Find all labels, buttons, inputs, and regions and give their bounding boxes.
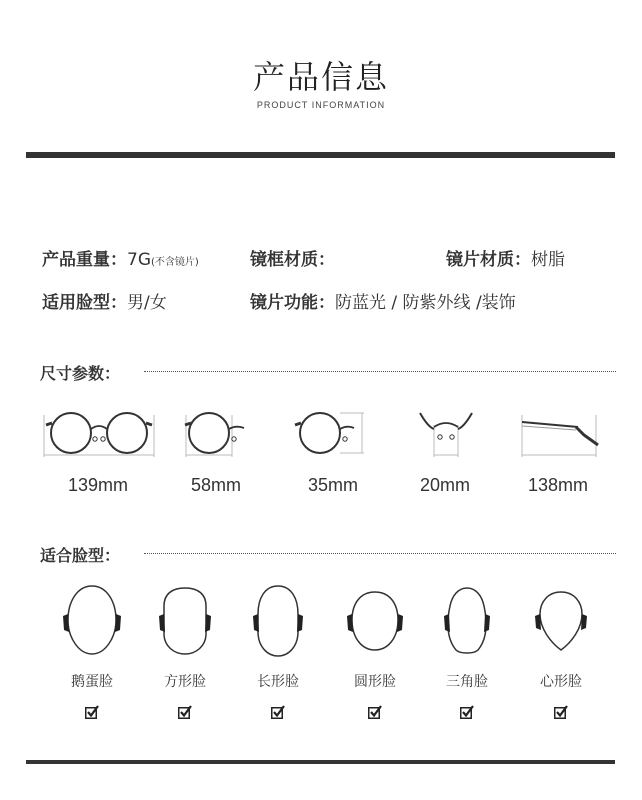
heart-face-icon <box>526 584 596 662</box>
dimensions-heading: 尺寸参数： <box>40 364 121 383</box>
faces-dotted-line <box>144 553 616 554</box>
frame-temple-length-icon <box>518 405 602 461</box>
product-weight-label: 产品重量： <box>42 250 127 270</box>
frame-material <box>250 245 335 270</box>
face-label-triangle: 三角脸 <box>446 674 488 690</box>
face-label-round: 圆形脸 <box>354 674 396 690</box>
checkbox-checked-icon <box>271 704 285 718</box>
frame-lens-width-icon <box>180 405 250 461</box>
suitable-gender <box>42 288 167 313</box>
oval-face-icon <box>57 584 127 662</box>
square-face-icon <box>150 584 220 662</box>
frame-front-width-icon <box>40 405 158 461</box>
dimensions-dotted-line <box>144 371 616 372</box>
triangle-face-icon <box>432 584 502 662</box>
dimension-value-lens-width: 58mm <box>190 475 241 495</box>
suitable-gender-value: 男/女 <box>127 293 167 313</box>
checkbox-checked-icon <box>368 704 382 718</box>
lens-material-value: 树脂 <box>531 250 565 270</box>
checkbox-checked-icon <box>554 704 568 718</box>
long-face-icon <box>243 584 313 662</box>
dimension-value-bridge: 20mm <box>419 475 470 495</box>
bottom-divider <box>26 760 615 764</box>
face-label-heart: 心形脸 <box>540 674 582 690</box>
frame-lens-height-icon <box>290 405 370 461</box>
product-weight <box>42 245 199 270</box>
dimension-value-temple: 138mm <box>527 475 589 495</box>
frame-material-label: 镜框材质： <box>250 250 335 270</box>
checkbox-checked-icon <box>460 704 474 718</box>
dimension-value-front-width: 139mm <box>67 475 129 495</box>
frame-bridge-icon <box>416 405 476 461</box>
page-title: 产品信息 <box>252 58 389 96</box>
suitable-gender-label: 适用脸型： <box>42 293 127 313</box>
lens-function <box>250 288 516 313</box>
checkbox-checked-icon <box>85 704 99 718</box>
checkbox-checked-icon <box>178 704 192 718</box>
lens-function-value: 防蓝光 / 防紫外线 /装饰 <box>335 293 516 313</box>
round-face-icon <box>340 584 410 662</box>
lens-material-label: 镜片材质： <box>446 250 531 270</box>
product-weight-value: 7G <box>127 250 151 270</box>
face-label-square: 方形脸 <box>164 674 206 690</box>
faces-heading: 适合脸型： <box>40 546 121 565</box>
lens-material <box>446 245 565 270</box>
face-label-oval: 鹅蛋脸 <box>71 674 113 690</box>
top-divider <box>26 152 615 158</box>
dimension-value-lens-height: 35mm <box>307 475 358 495</box>
page-subtitle: PRODUCT INFORMATION <box>256 100 386 110</box>
lens-function-label: 镜片功能： <box>250 293 335 313</box>
face-label-long: 长形脸 <box>257 674 299 690</box>
product-weight-note: (不含镜片) <box>151 257 199 268</box>
